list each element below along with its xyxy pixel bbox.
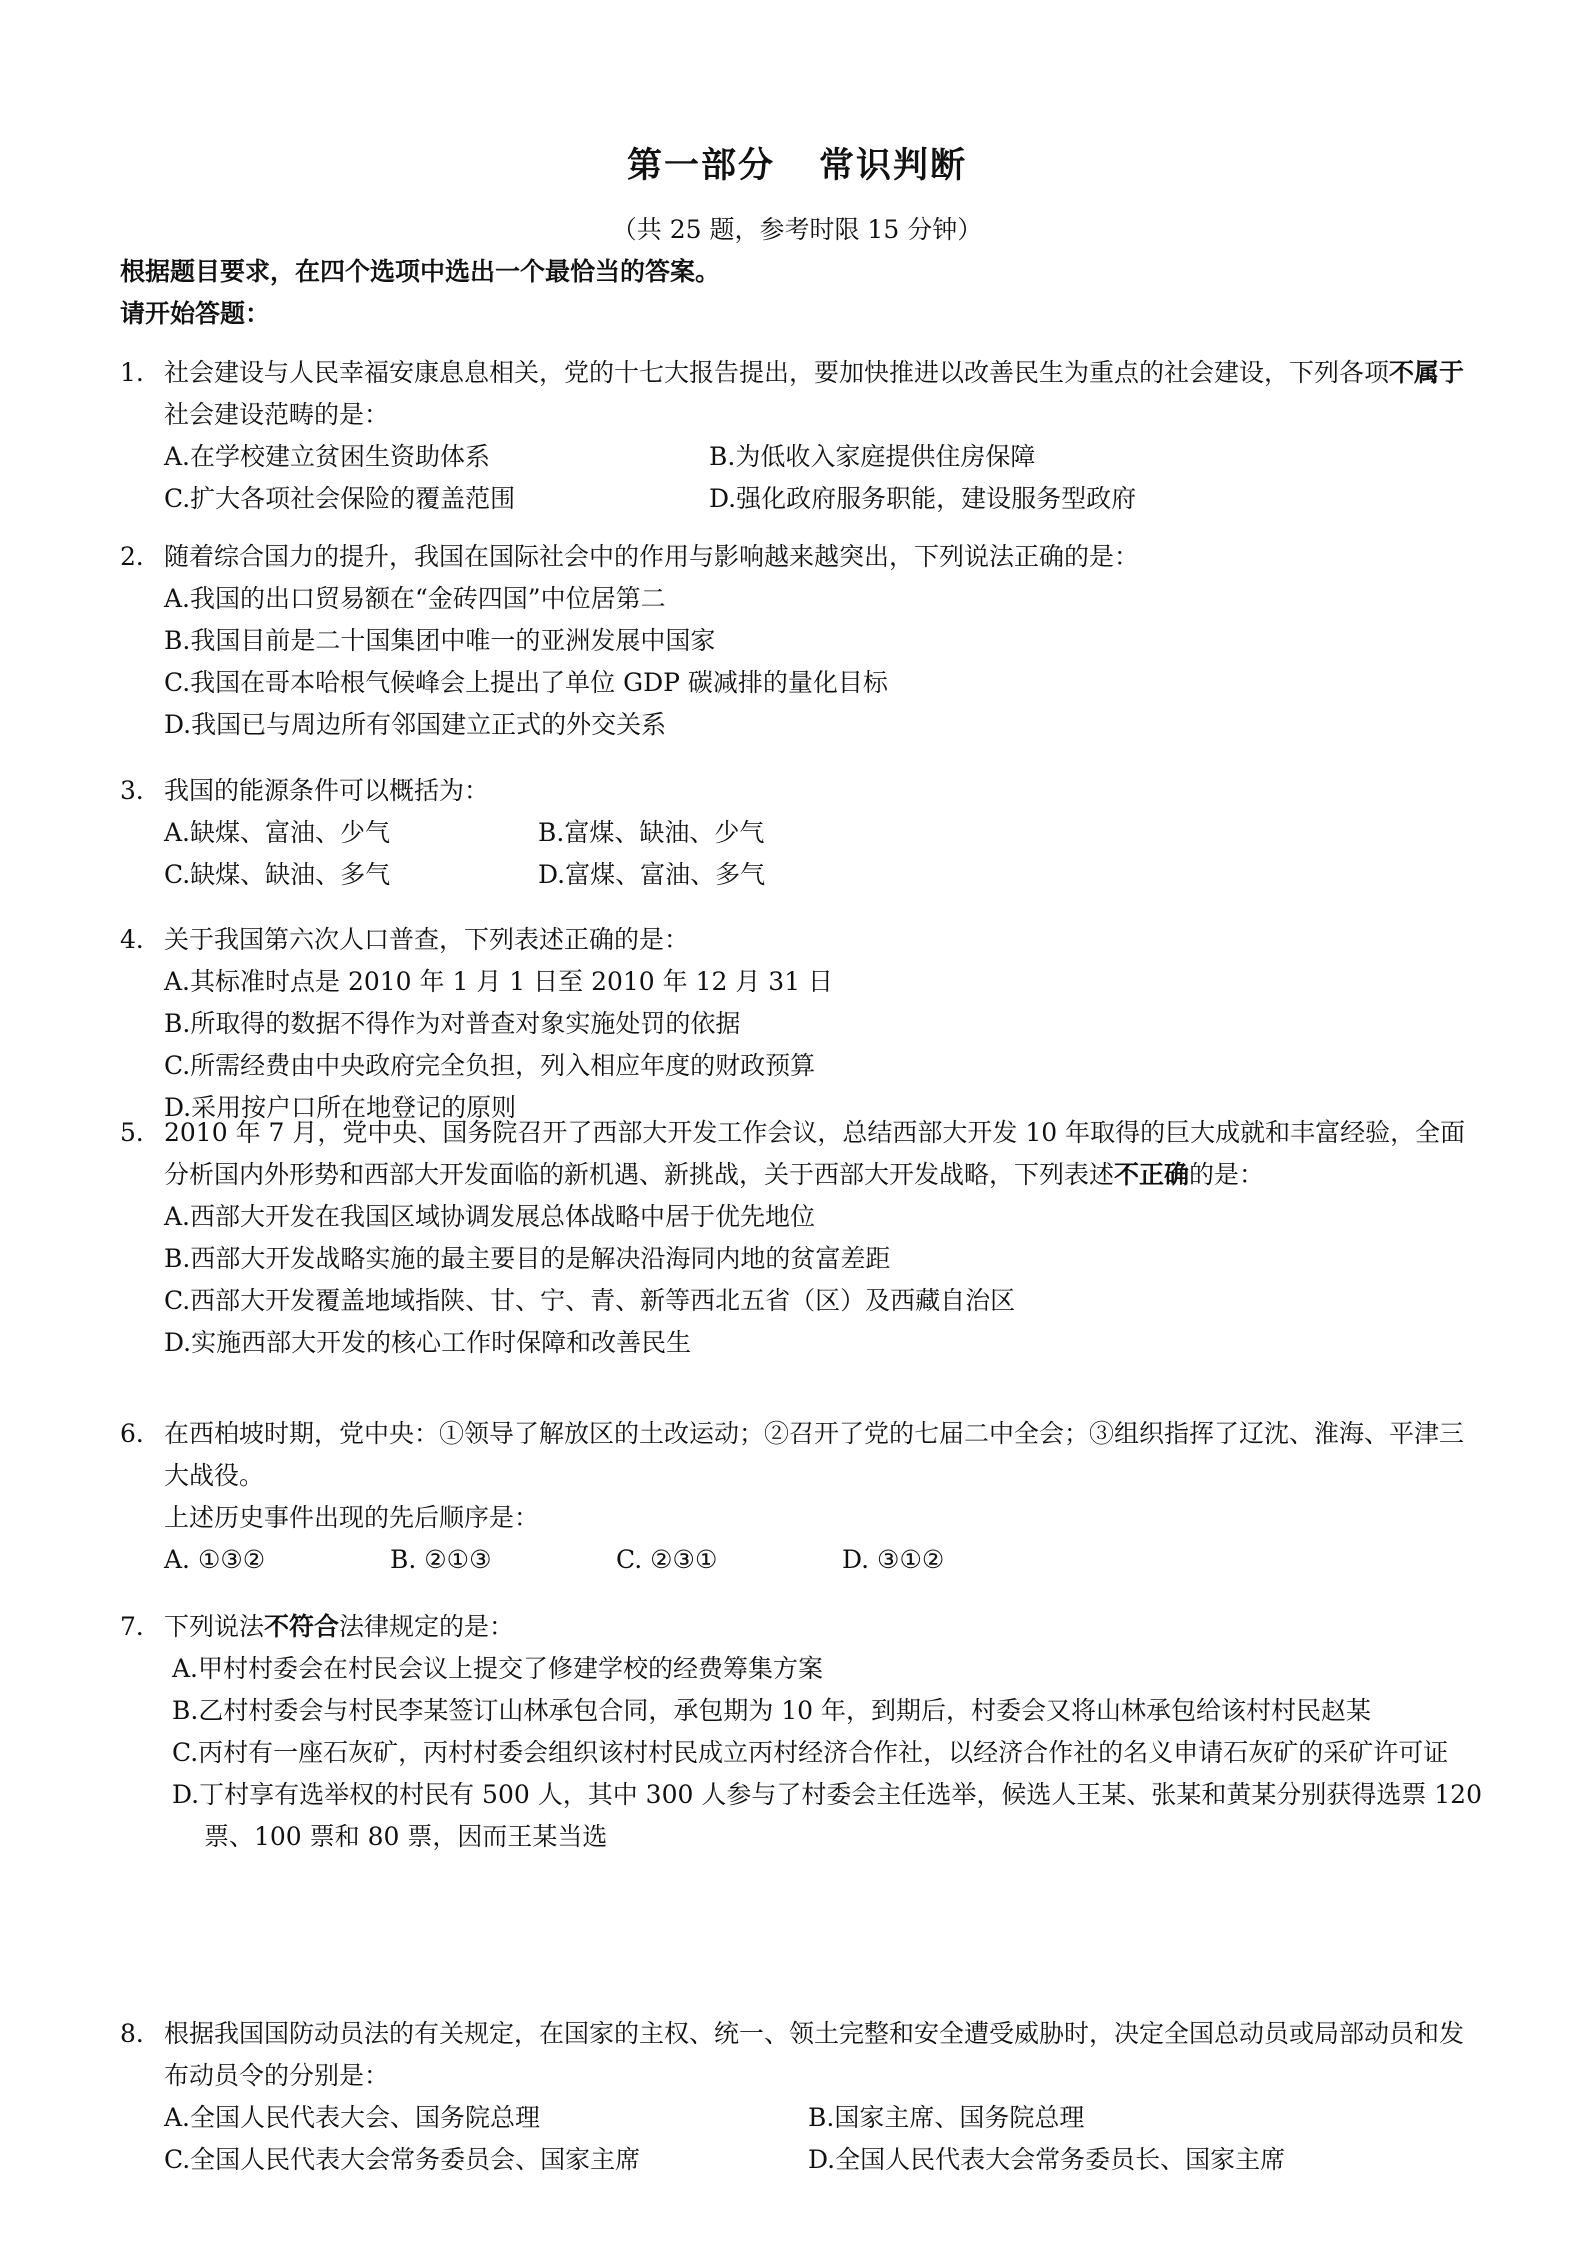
emphasis-text: 不正确 xyxy=(1114,1160,1190,1189)
option-c: C.扩大各项社会保险的覆盖范围 xyxy=(164,484,516,513)
option-d: D.实施西部大开发的核心工作时保障和改善民生 xyxy=(164,1328,692,1357)
option-c: C. ②③① xyxy=(616,1545,718,1574)
title-part: 第一部分 xyxy=(626,145,775,186)
emphasis-text: 不符合 xyxy=(264,1612,340,1641)
option-b: B.所取得的数据不得作为对普查对象实施处罚的依据 xyxy=(164,1009,741,1038)
option-c: C.缺煤、缺油、多气 xyxy=(164,860,391,889)
option-a: A.甲村村委会在村民会议上提交了修建学校的经费筹集方案 xyxy=(172,1654,824,1683)
section-title xyxy=(0,138,1594,188)
option-list xyxy=(120,578,1485,746)
option-b: B.我国目前是二十国集团中唯一的亚洲发展中国家 xyxy=(164,626,716,655)
question-8 xyxy=(120,2013,1485,2181)
option-b: B. ②①③ xyxy=(390,1545,492,1574)
title-name: 常识判断 xyxy=(819,145,968,186)
option-b: B.为低收入家庭提供住房保障 xyxy=(709,442,1036,471)
question-stem: 6． 在西柏坡时期，党中央：①领导了解放区的土改运动；②召开了党的七届二中全会；③组织指挥了辽沈、淮海、平津三大战役。 xyxy=(120,1419,1465,1490)
option-b: B.富煤、缺油、少气 xyxy=(538,818,765,847)
option-list xyxy=(120,436,1485,520)
option-list xyxy=(120,961,1485,1129)
question-6 xyxy=(120,1413,1485,1581)
question-stem: 4． 关于我国第六次人口普查，下列表述正确的是： xyxy=(120,925,690,954)
option-d: D.富煤、富油、多气 xyxy=(538,860,766,889)
question-note: 上述历史事件出现的先后顺序是： xyxy=(164,1503,540,1532)
question-2 xyxy=(120,536,1485,746)
question-stem: 5． 2010 年 7 月，党中央、国务院召开了西部大开发工作会议，总结西部大开发 10 年取得的巨大成就和丰富经验，全面分析国内外形势和西部大开发面临的新机遇、新挑战，关于西部大开发战略，下列表述不正确的是： xyxy=(120,1118,1466,1189)
option-d: D.强化政府服务职能，建设服务型政府 xyxy=(709,484,1137,513)
option-c: C.丙村有一座石灰矿，丙村村委会组织该村村民成立丙村经济合作社，以经济合作社的名义申请石灰矿的采矿许可证 xyxy=(172,1738,1449,1767)
option-a: A.在学校建立贫困生资助体系 xyxy=(164,442,491,471)
option-c: C.所需经费由中央政府完全负担，列入相应年度的财政预算 xyxy=(164,1051,816,1080)
option-c: C.我国在哥本哈根气候峰会上提出了单位 GDP 碳减排的量化目标 xyxy=(164,668,888,697)
option-a: A.缺煤、富油、少气 xyxy=(164,818,391,847)
emphasis-text: 不属于 xyxy=(1389,358,1465,387)
option-list xyxy=(120,812,1485,896)
option-b: B.西部大开发战略实施的最主要目的是解决沿海同内地的贫富差距 xyxy=(164,1244,891,1273)
option-d: D.全国人民代表大会常务委员长、国家主席 xyxy=(808,2145,1286,2174)
option-a: A.全国人民代表大会、国务院总理 xyxy=(164,2103,541,2132)
option-a: A.其标准时点是 2010 年 1 月 1 日至 2010 年 12 月 31 日 xyxy=(164,967,834,996)
question-5 xyxy=(120,1112,1485,1364)
option-a: A. ①③② xyxy=(164,1545,266,1574)
option-b: B.国家主席、国务院总理 xyxy=(808,2103,1085,2132)
option-list xyxy=(120,2097,1485,2181)
start-prompt: 请开始答题： xyxy=(120,299,271,328)
option-d: D.采用按户口所在地登记的原则 xyxy=(164,1093,517,1122)
question-stem: 3． 我国的能源条件可以概括为： xyxy=(120,776,490,805)
question-3 xyxy=(120,770,1485,896)
question-4 xyxy=(120,919,1485,1129)
option-list xyxy=(120,1648,1485,1858)
option-b: B.乙村村委会与村民李某签订山林承包合同，承包期为 10 年，到期后，村委会又将山林承包给该村村民赵某 xyxy=(172,1696,1372,1725)
option-list xyxy=(120,1539,1485,1581)
question-1 xyxy=(120,352,1485,520)
option-d: D.我国已与周边所有邻国建立正式的外交关系 xyxy=(164,710,667,739)
question-stem: 7． 下列说法不符合法律规定的是： xyxy=(120,1612,515,1641)
option-c: C.西部大开发覆盖地域指陕、甘、宁、青、新等西北五省（区）及西藏自治区 xyxy=(164,1286,1016,1315)
option-a: A.我国的出口贸易额在“金砖四国”中位居第二 xyxy=(164,584,666,613)
option-d: D.丁村享有选举权的村民有 500 人，其中 300 人参与了村委会主任选举，候选人王某、张某和黄某分别获得选票 120 票、100 票和 80 票，因而王某当选 xyxy=(172,1780,1482,1851)
question-stem: 8． 根据我国国防动员法的有关规定，在国家的主权、统一、领土完整和安全遭受威胁时，决定全国总动员或局部动员和发布动员令的分别是： xyxy=(120,2019,1465,2090)
option-list xyxy=(120,1196,1485,1364)
question-7 xyxy=(120,1606,1485,1858)
option-d: D. ③①② xyxy=(842,1545,945,1574)
question-stem: 2． 随着综合国力的提升，我国在国际社会中的作用与影响越来越突出，下列说法正确的是： xyxy=(120,542,1140,571)
instruction-text: 根据题目要求，在四个选项中选出一个最恰当的答案。 xyxy=(120,257,721,286)
section-subtitle: （共 25 题，参考时限 15 分钟） xyxy=(611,215,983,244)
question-stem: 1. 社会建设与人民幸福安康息息相关，党的十七大报告提出，要加快推进以改善民生为重点的社会建设，下列各项不属于社会建设范畴的是： xyxy=(120,358,1465,429)
option-c: C.全国人民代表大会常务委员会、国家主席 xyxy=(164,2145,641,2174)
option-a: A.西部大开发在我国区域协调发展总体战略中居于优先地位 xyxy=(164,1202,816,1231)
